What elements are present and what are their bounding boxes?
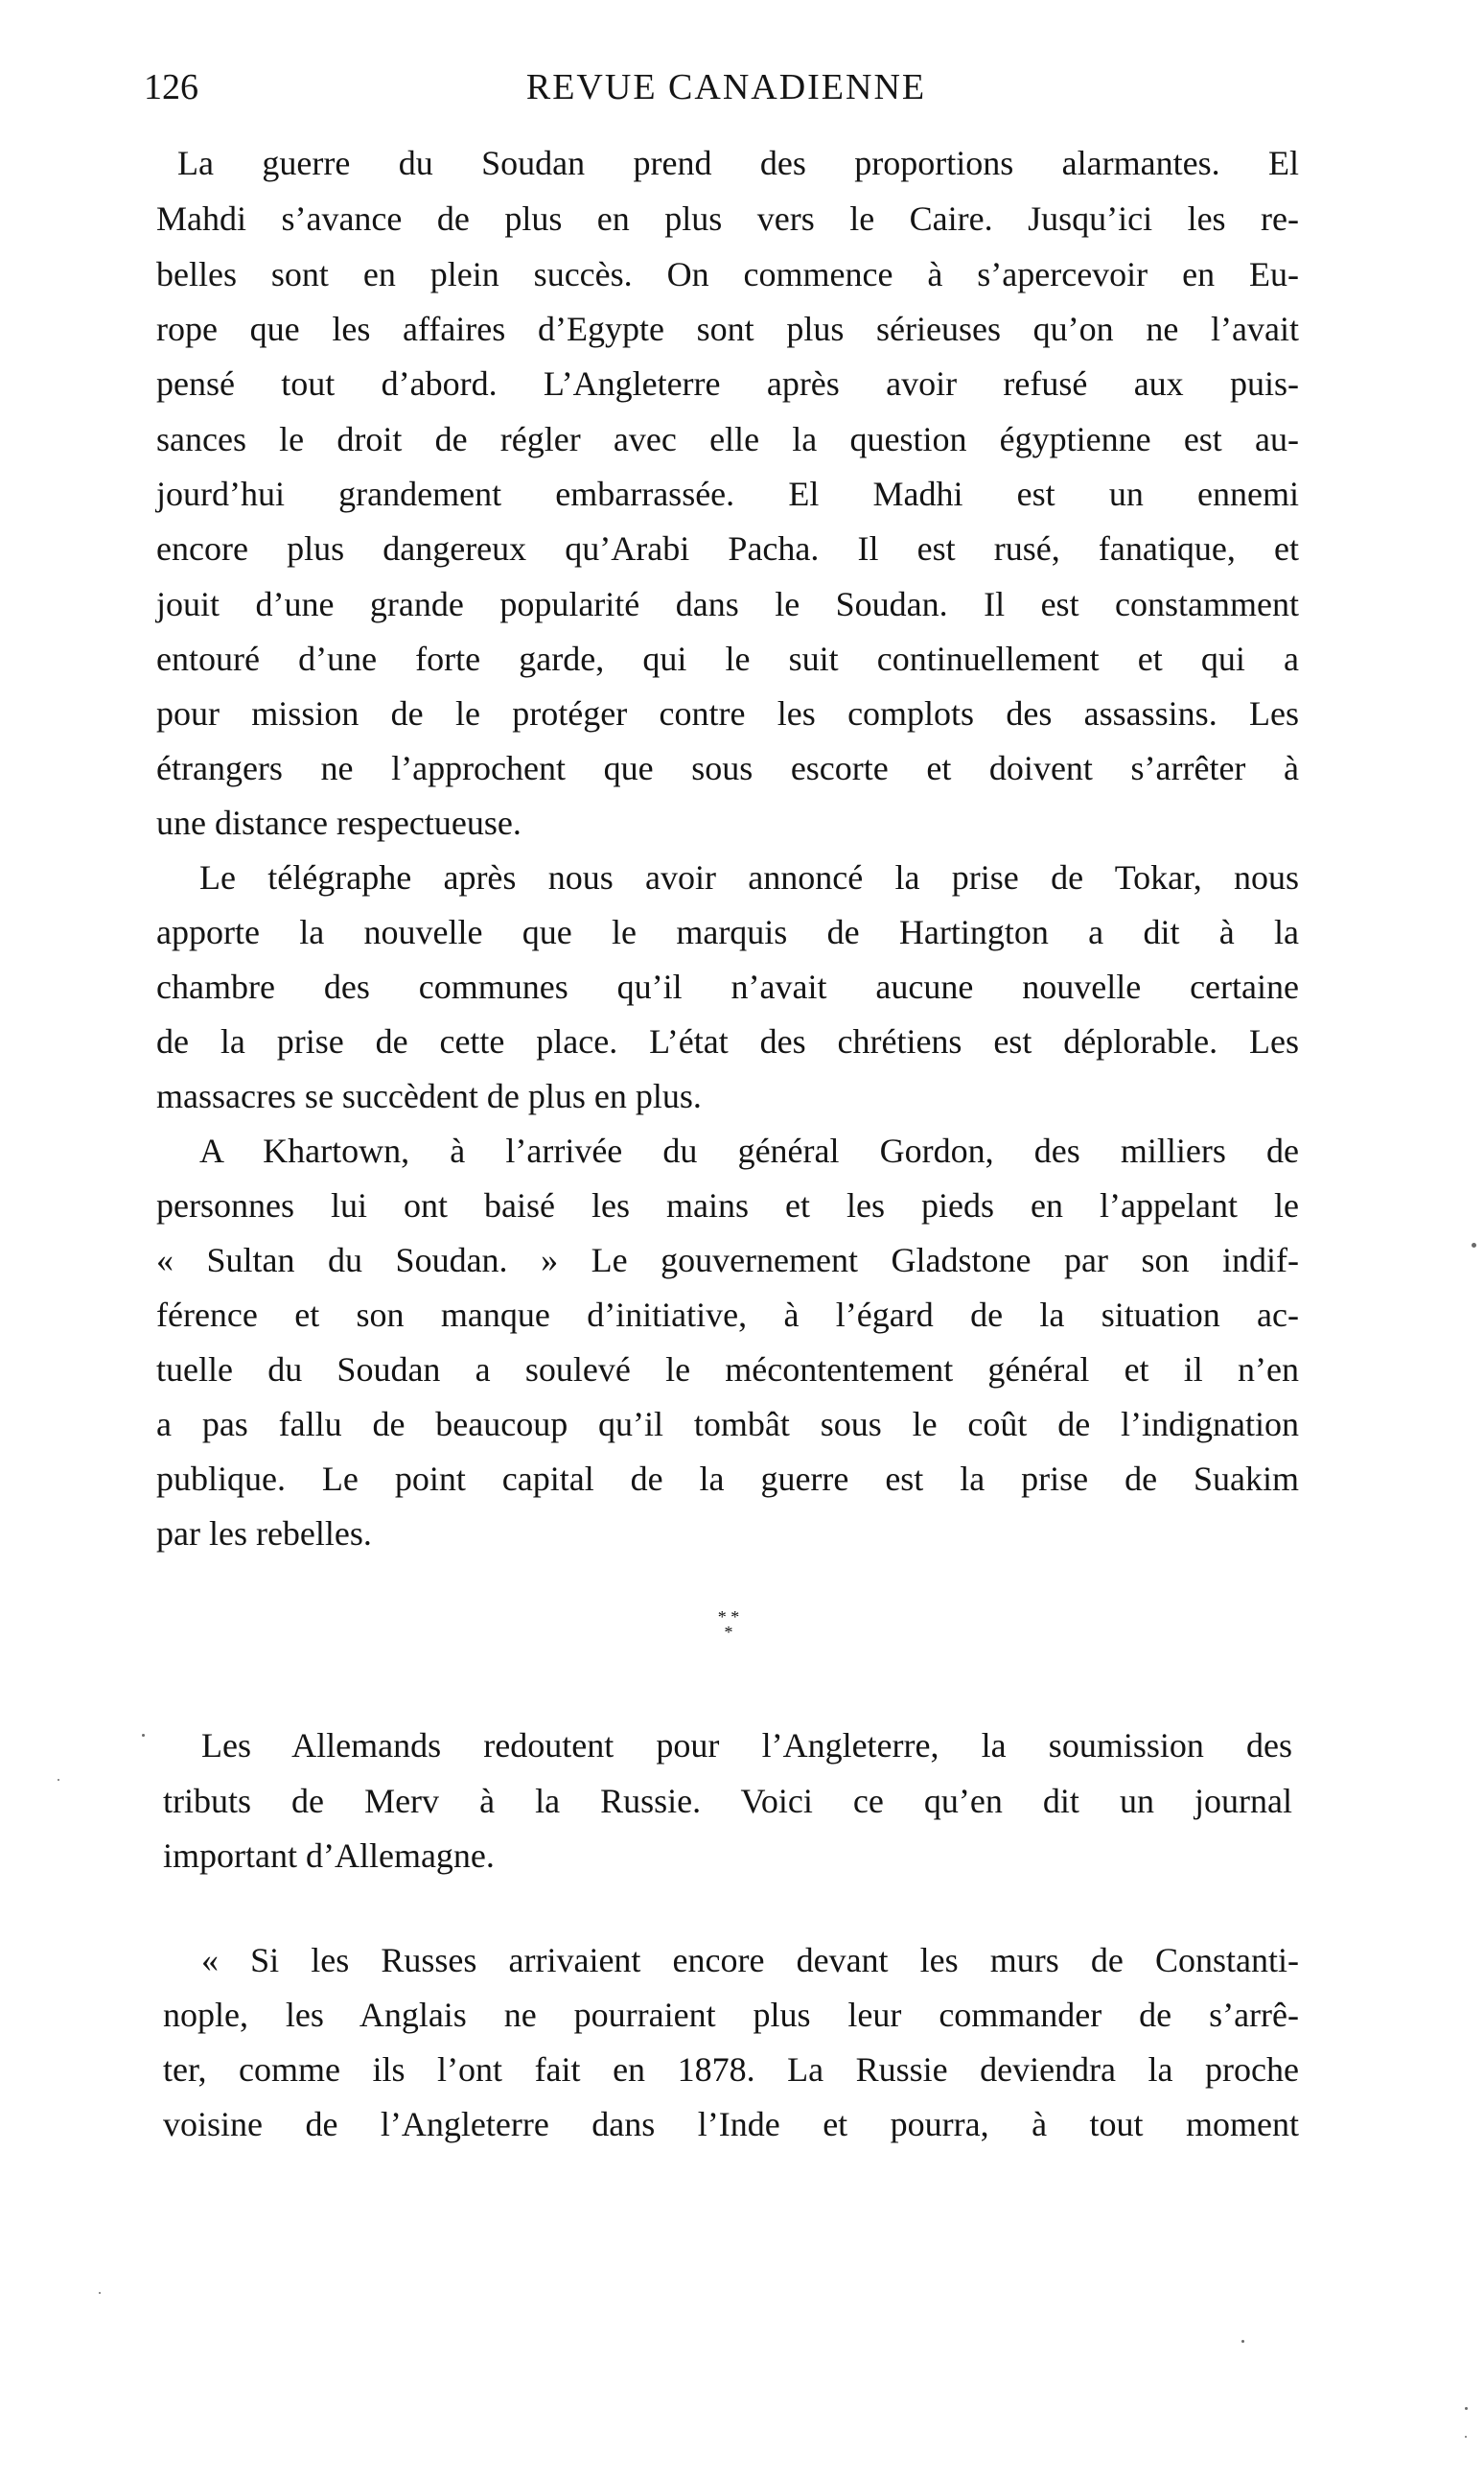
text-line: a pas fallu de beaucoup qu’il tombât sous le coût de l’indignation [156,1405,1299,1443]
text-line: publique. Le point capital de la guerre est la prise de Suakim [156,1460,1299,1498]
text-line: belles sont en plein succès. On commence à s’apercevoir en Eu- [156,255,1299,293]
separator-bottom: * [724,1623,733,1642]
scan-speck [1472,1243,1476,1248]
separator-top: * * [717,1607,740,1626]
page-header [144,65,1309,113]
scan-speck [1241,2340,1244,2343]
text-line: entouré d’une forte garde, qui le suit continuellement et qui a [156,640,1299,678]
running-title: REVUE CANADIENNE [525,67,927,107]
scan-speck [58,1779,59,1781]
section-separator [700,1609,757,1657]
scan-speck [142,1734,145,1737]
scan-speck [1465,2407,1468,2410]
text-line: férence et son manque d’initiative, à l’égard de la situation ac- [156,1296,1299,1334]
page-number: 126 [144,67,198,107]
text-line: La guerre du Soudan prend des proportions alarmantes. El [177,144,1299,182]
text-line: « Sultan du Soudan. » Le gouvernement Gladstone par son indif- [156,1241,1299,1279]
text-line: par les rebelles. [156,1514,372,1553]
text-line: nople, les Anglais ne pourraient plus leur commander de s’arrê- [163,1996,1299,2034]
text-line: important d’Allemagne. [163,1836,495,1875]
text-line: chambre des communes qu’il n’avait aucune nouvelle certaine [156,968,1299,1006]
text-line: Les Allemands redoutent pour l’Angleterre, la soumission des [201,1726,1292,1765]
text-line: pour mission de le protéger contre les complots des assassins. Les [156,694,1299,733]
text-line: rope que les affaires d’Egypte sont plus sérieuses qu’on ne l’avait [156,310,1299,348]
text-line: étrangers ne l’approchent que sous escorte et doivent s’arrêter à [156,749,1299,787]
text-line: voisine de l’Angleterre dans l’Inde et pourra, à tout moment [163,2105,1299,2143]
text-line: massacres se succèdent de plus en plus. [156,1077,702,1115]
scan-speck [99,2292,101,2294]
text-line: de la prise de cette place. L’état des chrétiens est déplorable. Les [156,1022,1299,1061]
text-line: jouit d’une grande popularité dans le Soudan. Il est constamment [156,585,1299,623]
text-line: encore plus dangereux qu’Arabi Pacha. Il est rusé, fanatique, et [156,529,1299,568]
text-line: A Khartown, à l’arrivée du général Gordon, des milliers de [199,1132,1299,1170]
text-line: Mahdi s’avance de plus en plus vers le Caire. Jusqu’ici les re- [156,199,1299,238]
text-line: « Si les Russes arrivaient encore devant les murs de Constanti- [201,1941,1299,1979]
text-line: Le télégraphe après nous avoir annoncé la prise de Tokar, nous [199,858,1299,897]
text-line: apporte la nouvelle que le marquis de Hartington a dit à la [156,913,1299,951]
scan-speck [1465,2436,1467,2438]
text-line: ter, comme ils l’ont fait en 1878. La Russie deviendra la proche [163,2050,1299,2089]
text-line: sances le droit de régler avec elle la question égyptienne est au- [156,420,1299,458]
text-line: une distance respectueuse. [156,804,522,842]
text-line: jourd’hui grandement embarrassée. El Madhi est un ennemi [156,475,1299,513]
text-line: pensé tout d’abord. L’Angleterre après avoir refusé aux puis- [156,364,1299,403]
text-line: personnes lui ont baisé les mains et les pieds en l’appelant le [156,1186,1299,1225]
text-line: tuelle du Soudan a soulevé le mécontentement général et il n’en [156,1350,1299,1389]
text-line: tributs de Merv à la Russie. Voici ce qu’en dit un journal [163,1782,1292,1820]
